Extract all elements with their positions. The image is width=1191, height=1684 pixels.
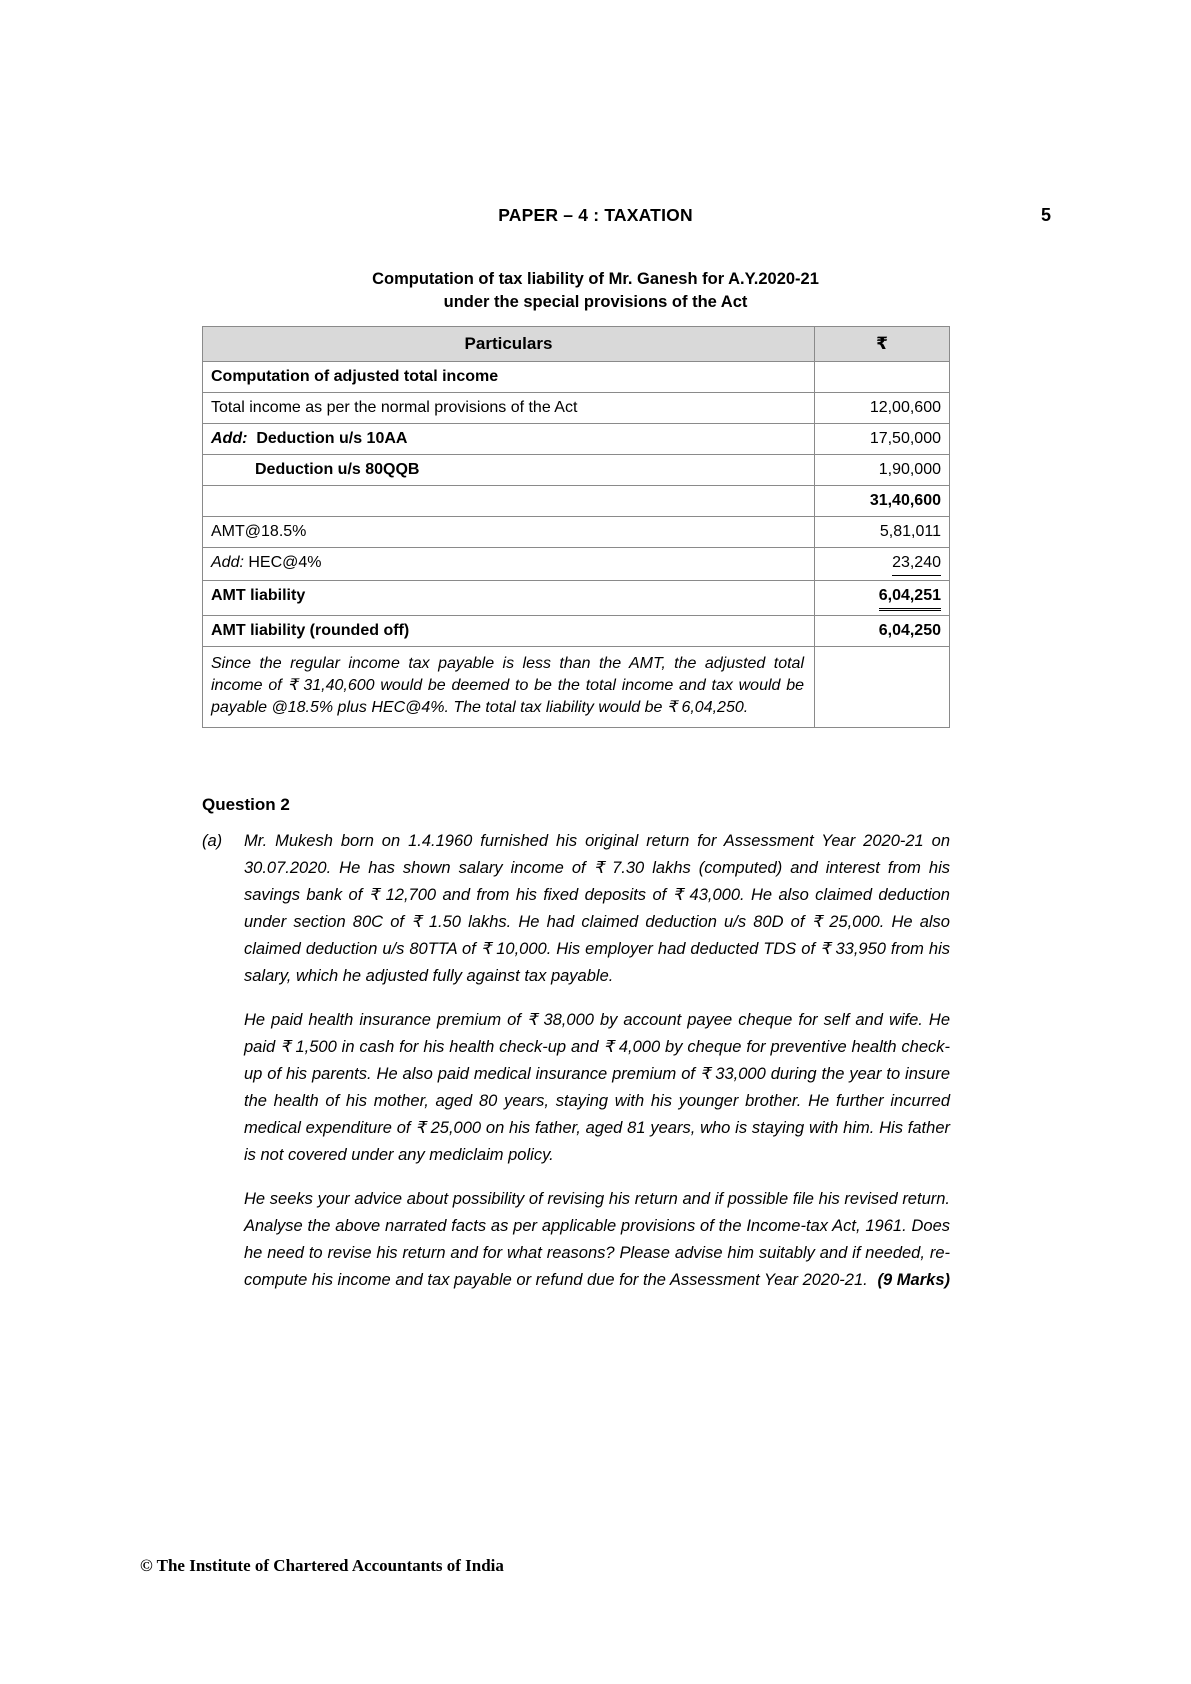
table-row-note xyxy=(203,647,950,728)
table-header-row xyxy=(203,327,950,362)
row-label-deduction-80qqb: Deduction u/s 80QQB xyxy=(203,455,815,486)
table-head xyxy=(203,327,950,362)
question-paragraph-2: He paid health insurance premium of ₹ 38,000 by account payee cheque for self and wife. He paid ₹ 1,500 in cash for his health check-up and ₹ 4,000 by cheque for preventive health check-up of his parents. He also paid medical insurance premium of ₹ 33,000 during the year to insure the health of his mother, aged 80 years, staying with his younger brother. He further incurred medical expenditure of ₹ 25,000 on his father, aged 81 years, who is staying with him. His father is not covered under any mediclaim policy. xyxy=(244,1011,950,1164)
table-row xyxy=(203,393,950,424)
question-marker: (a) xyxy=(202,832,223,850)
row-prefix-add-hec: Add: xyxy=(211,554,244,571)
footer-copyright: © The Institute of Chartered Accountants of India xyxy=(140,1556,504,1575)
table-caption-line-2: under the special provisions of the Act xyxy=(443,293,748,311)
row-text-hec: HEC@4% xyxy=(248,554,322,571)
row-value-total-income-normal: 12,00,600 xyxy=(815,393,950,424)
table-row xyxy=(203,362,950,393)
page-number: 5 xyxy=(1040,205,1051,225)
row-label-deduction-10aa xyxy=(203,424,815,455)
column-header-amount: ₹ xyxy=(815,327,950,362)
table-caption-line-1: Computation of tax liability of Mr. Ganesh for A.Y.2020-21 xyxy=(372,270,819,288)
table-row xyxy=(203,455,950,486)
table-body xyxy=(203,362,950,728)
tax-computation-table xyxy=(202,326,950,728)
question-paragraph-3-text: He seeks your advice about possibility of revising his return and if possible file his revised return. Analyse the above narrated facts as per applicable provisions of the Income-tax Act, 1961. Does he need to revise his return and for what reasons? Please advise him suitably and if needed, re-compute his income and tax payable or refund due for the Assessment Year 2020-21. xyxy=(244,1190,950,1289)
row-label-total-income-normal: Total income as per the normal provisions of the Act xyxy=(203,393,815,424)
table-row xyxy=(203,424,950,455)
row-label-amt-liability: AMT liability xyxy=(203,581,815,616)
row-label-amt-liability-rounded: AMT liability (rounded off) xyxy=(203,616,815,647)
question-item-a xyxy=(202,828,950,1294)
question-heading: Question 2 xyxy=(202,795,290,814)
row-value-adjusted-total-income xyxy=(815,362,950,393)
question-paragraph-3 xyxy=(244,1186,950,1294)
table-row xyxy=(203,548,950,581)
page-title: PAPER – 4 : TAXATION xyxy=(498,205,693,225)
question-marks: (9 Marks) xyxy=(877,1271,950,1289)
table-caption xyxy=(210,268,981,314)
row-label-hec xyxy=(203,548,815,581)
table-row xyxy=(203,616,950,647)
row-value-amt-liability-rounded: 6,04,250 xyxy=(815,616,950,647)
column-header-particulars: Particulars xyxy=(203,327,815,362)
row-label-subtotal-blank xyxy=(203,486,815,517)
table-row xyxy=(203,581,950,616)
question-body xyxy=(202,828,950,1294)
question-paragraph-1: Mr. Mukesh born on 1.4.1960 furnished his original return for Assessment Year 2020-21 on 30.07.2020. He has shown salary income of ₹ 7.30 lakhs (computed) and interest from his savings bank of ₹ 12,700 and from his fixed deposits of ₹ 43,000. He also claimed deduction under section 80C of ₹ 1.50 lakhs. He had claimed deduction u/s 80D of ₹ 25,000. He also claimed deduction u/s 80TTA of ₹ 10,000. His employer had deducted TDS of ₹ 33,950 from his salary, which he adjusted fully against tax payable. xyxy=(244,832,950,985)
row-value-deduction-10aa: 17,50,000 xyxy=(815,424,950,455)
table-row xyxy=(203,486,950,517)
row-text-deduction-10aa: Deduction u/s 10AA xyxy=(256,430,408,447)
row-label-amt-rate: AMT@18.5% xyxy=(203,517,815,548)
page-header xyxy=(140,205,1051,231)
row-prefix-add: Add: xyxy=(211,430,248,447)
row-value-deduction-80qqb: 1,90,000 xyxy=(815,455,950,486)
row-value-adjusted-total: 31,40,600 xyxy=(815,486,950,517)
table-note-amount-blank xyxy=(815,647,950,728)
table-note-text: Since the regular income tax payable is less than the AMT, the adjusted total income of ₹ 31,40,600 would be deemed to be the total income and tax would be payable @18.5% plus HEC@4%. The total tax liability would be ₹ 6,04,250. xyxy=(203,647,815,728)
row-value-amt-liability: 6,04,251 xyxy=(815,581,950,616)
table-row xyxy=(203,517,950,548)
row-value-amt-rate: 5,81,011 xyxy=(815,517,950,548)
row-label-adjusted-total-income: Computation of adjusted total income xyxy=(203,362,815,393)
question-text xyxy=(244,828,950,1294)
row-value-hec: 23,240 xyxy=(815,548,950,581)
